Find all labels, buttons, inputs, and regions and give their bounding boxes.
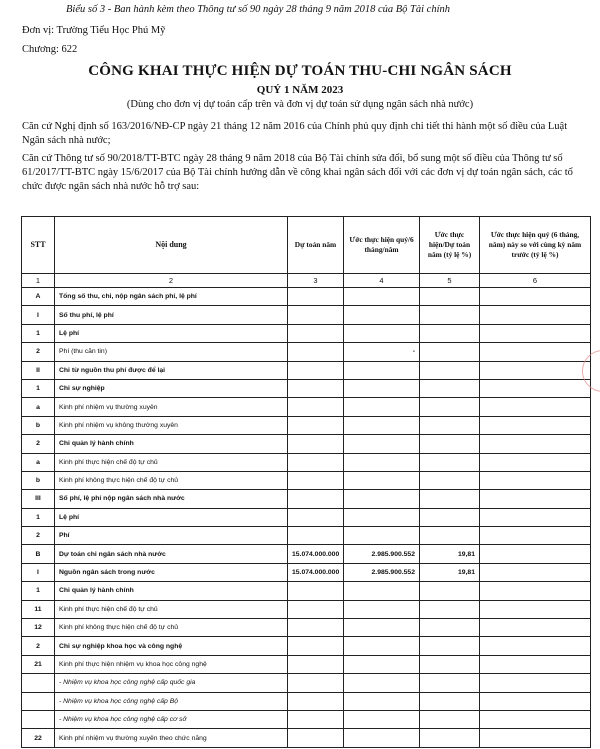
cell-stt: I <box>22 306 55 324</box>
cell-annual-estimate <box>288 361 344 379</box>
cell-year-over-year-ratio <box>480 343 591 361</box>
column-number: 3 <box>288 274 344 288</box>
cell-year-over-year-ratio <box>480 582 591 600</box>
table-row <box>22 379 591 397</box>
cell-content: Chi từ nguồn thu phí được để lại <box>55 361 288 379</box>
cell-content: Kinh phí thực hiện nhiệm vụ khoa học công nghệ <box>55 655 288 673</box>
cell-estimated-execution <box>344 692 420 710</box>
cell-year-over-year-ratio <box>480 692 591 710</box>
cell-estimated-execution <box>344 582 420 600</box>
cell-annual-estimate: 15.074.000.000 <box>288 563 344 581</box>
cell-year-over-year-ratio <box>480 619 591 637</box>
cell-stt: 12 <box>22 619 55 637</box>
cell-execution-ratio <box>420 637 480 655</box>
cell-stt: 1 <box>22 324 55 342</box>
table-row <box>22 729 591 747</box>
cell-estimated-execution <box>344 361 420 379</box>
table-row <box>22 416 591 434</box>
cell-annual-estimate: 15.074.000.000 <box>288 545 344 563</box>
cell-year-over-year-ratio <box>480 379 591 397</box>
cell-content: Nguồn ngân sách trong nước <box>55 563 288 581</box>
cell-estimated-execution <box>344 416 420 434</box>
cell-content: Kinh phí thực hiện chế độ tự chủ <box>55 600 288 618</box>
cell-annual-estimate <box>288 600 344 618</box>
cell-content: Kinh phí nhiệm vụ thường xuyên theo chức năng <box>55 729 288 747</box>
cell-annual-estimate <box>288 471 344 489</box>
cell-estimated-execution <box>344 619 420 637</box>
header-year-over-year-ratio: Ước thực hiện quý (6 tháng, năm) này so với cùng kỳ năm trước (tỷ lệ %) <box>480 217 591 274</box>
cell-stt <box>22 710 55 728</box>
cell-stt: 2 <box>22 527 55 545</box>
document-subtitle: QUÝ 1 NĂM 2023 <box>256 84 344 96</box>
cell-annual-estimate <box>288 324 344 342</box>
table-row <box>22 288 591 306</box>
cell-content: Phí (thu căn tin) <box>55 343 288 361</box>
cell-year-over-year-ratio <box>480 490 591 508</box>
cell-execution-ratio <box>420 674 480 692</box>
cell-year-over-year-ratio <box>480 729 591 747</box>
cell-estimated-execution <box>344 508 420 526</box>
column-number: 2 <box>55 274 288 288</box>
legal-basis-1: Căn cứ Nghị định số 163/2016/NĐ-CP ngày 21 tháng 12 năm 2016 của Chính phủ quy định chi tiết thi hành một số điều của Luật Ngân sách nhà nước; <box>22 121 568 146</box>
cell-execution-ratio <box>420 490 480 508</box>
cell-content: - Nhiệm vụ khoa học công nghệ cấp Bộ <box>55 692 288 710</box>
cell-execution-ratio <box>420 655 480 673</box>
form-note: Biểu số 3 - Ban hành kèm theo Thông tư số 90 ngày 28 tháng 9 năm 2018 của Bộ Tài chính <box>66 4 450 15</box>
table-row <box>22 692 591 710</box>
table-row <box>22 324 591 342</box>
cell-stt: 1 <box>22 508 55 526</box>
cell-execution-ratio <box>420 398 480 416</box>
cell-content: Lệ phí <box>55 324 288 342</box>
cell-execution-ratio <box>420 619 480 637</box>
cell-content: - Nhiệm vụ khoa học công nghệ cấp quốc gia <box>55 674 288 692</box>
cell-estimated-execution <box>344 453 420 471</box>
cell-year-over-year-ratio <box>480 545 591 563</box>
table-row <box>22 710 591 728</box>
cell-annual-estimate <box>288 306 344 324</box>
cell-year-over-year-ratio <box>480 416 591 434</box>
cell-estimated-execution <box>344 471 420 489</box>
cell-execution-ratio <box>420 435 480 453</box>
cell-execution-ratio <box>420 692 480 710</box>
cell-stt <box>22 674 55 692</box>
cell-annual-estimate <box>288 637 344 655</box>
cell-content: Số phí, lệ phí nộp ngân sách nhà nước <box>55 490 288 508</box>
cell-estimated-execution <box>344 710 420 728</box>
cell-stt: 1 <box>22 582 55 600</box>
header-annual-estimate: Dự toán năm <box>288 217 344 274</box>
cell-content: Chi quản lý hành chính <box>55 435 288 453</box>
table-row <box>22 674 591 692</box>
header-execution-ratio: Ước thực hiện/Dự toán năm (tỷ lệ %) <box>420 217 480 274</box>
cell-execution-ratio <box>420 288 480 306</box>
column-number: 1 <box>22 274 55 288</box>
cell-execution-ratio <box>420 582 480 600</box>
cell-stt: I <box>22 563 55 581</box>
cell-execution-ratio <box>420 416 480 434</box>
cell-stt: b <box>22 416 55 434</box>
table-row <box>22 490 591 508</box>
cell-execution-ratio <box>420 471 480 489</box>
cell-estimated-execution <box>344 490 420 508</box>
cell-estimated-execution <box>344 674 420 692</box>
cell-year-over-year-ratio <box>480 637 591 655</box>
header-content: Nội dung <box>55 217 288 274</box>
cell-annual-estimate <box>288 527 344 545</box>
cell-year-over-year-ratio <box>480 471 591 489</box>
cell-stt: 22 <box>22 729 55 747</box>
table-row <box>22 619 591 637</box>
budget-table <box>21 216 591 748</box>
cell-execution-ratio <box>420 324 480 342</box>
table-row <box>22 563 591 581</box>
cell-stt: 21 <box>22 655 55 673</box>
table-row <box>22 453 591 471</box>
table-row <box>22 655 591 673</box>
cell-execution-ratio <box>420 710 480 728</box>
cell-annual-estimate <box>288 288 344 306</box>
cell-stt: B <box>22 545 55 563</box>
table-row <box>22 343 591 361</box>
cell-annual-estimate <box>288 379 344 397</box>
cell-annual-estimate <box>288 619 344 637</box>
table-header-row <box>22 217 591 274</box>
document-title: CÔNG KHAI THỰC HIỆN DỰ TOÁN THU-CHI NGÂN SÁCH <box>88 63 512 79</box>
cell-content: Chi sự nghiệp <box>55 379 288 397</box>
cell-stt: b <box>22 471 55 489</box>
column-number: 5 <box>420 274 480 288</box>
cell-execution-ratio: 19,81 <box>420 545 480 563</box>
cell-annual-estimate <box>288 453 344 471</box>
cell-stt: a <box>22 453 55 471</box>
header-estimated-execution: Ước thực hiện quý/6 tháng/năm <box>344 217 420 274</box>
cell-content: Số thu phí, lệ phí <box>55 306 288 324</box>
table-row <box>22 600 591 618</box>
cell-annual-estimate <box>288 435 344 453</box>
cell-estimated-execution: 2.985.900.552 <box>344 545 420 563</box>
cell-estimated-execution <box>344 637 420 655</box>
cell-year-over-year-ratio <box>480 398 591 416</box>
cell-stt: 2 <box>22 637 55 655</box>
cell-stt: a <box>22 398 55 416</box>
cell-year-over-year-ratio <box>480 306 591 324</box>
cell-estimated-execution <box>344 527 420 545</box>
table-row <box>22 527 591 545</box>
cell-estimated-execution <box>344 288 420 306</box>
usage-note: (Dùng cho đơn vị dự toán cấp trên và đơn vị dự toán sử dụng ngân sách nhà nước) <box>126 99 474 110</box>
cell-annual-estimate <box>288 692 344 710</box>
cell-estimated-execution <box>344 324 420 342</box>
cell-estimated-execution <box>344 600 420 618</box>
cell-estimated-execution <box>344 306 420 324</box>
cell-content: Tổng số thu, chi, nộp ngân sách phí, lệ phí <box>55 288 288 306</box>
table-row <box>22 545 591 563</box>
cell-annual-estimate <box>288 416 344 434</box>
cell-stt: A <box>22 288 55 306</box>
cell-annual-estimate <box>288 729 344 747</box>
legal-basis-2: Căn cứ Thông tư số 90/2018/TT-BTC ngày 28 tháng 9 năm 2018 của Bộ Tài chính sửa đổi, bổ sung một số điều của Thông tư số 61/2017/TT-BTC ngày 15/6/2017 của Bộ Tài chính hướng dẫn về công khai ngân sách đối với các đơn vị dự toán ngân sách, các tổ chức được ngân sách nhà nước hỗ trợ sau: <box>22 153 573 192</box>
cell-execution-ratio <box>420 379 480 397</box>
cell-year-over-year-ratio <box>480 710 591 728</box>
budget-table-container <box>21 216 590 748</box>
cell-annual-estimate <box>288 508 344 526</box>
cell-content: Kinh phí không thực hiện chế độ tự chủ <box>55 619 288 637</box>
column-number: 6 <box>480 274 591 288</box>
unit-name: Đơn vị: Trường Tiểu Học Phú Mỹ <box>22 25 166 36</box>
cell-year-over-year-ratio <box>480 508 591 526</box>
cell-content: Phí <box>55 527 288 545</box>
cell-stt: III <box>22 490 55 508</box>
table-row <box>22 637 591 655</box>
cell-estimated-execution <box>344 435 420 453</box>
cell-execution-ratio <box>420 306 480 324</box>
cell-year-over-year-ratio <box>480 674 591 692</box>
cell-stt: II <box>22 361 55 379</box>
cell-stt: 11 <box>22 600 55 618</box>
cell-year-over-year-ratio <box>480 288 591 306</box>
cell-content: Chi quản lý hành chính <box>55 582 288 600</box>
cell-content: Kinh phí không thực hiện chế độ tự chủ <box>55 471 288 489</box>
cell-annual-estimate <box>288 655 344 673</box>
cell-content: Lệ phí <box>55 508 288 526</box>
cell-execution-ratio <box>420 453 480 471</box>
column-number: 4 <box>344 274 420 288</box>
chapter-code: Chương: 622 <box>22 44 78 55</box>
cell-estimated-execution <box>344 379 420 397</box>
cell-stt: 1 <box>22 379 55 397</box>
cell-content: - Nhiệm vụ khoa học công nghệ cấp cơ sở <box>55 710 288 728</box>
cell-year-over-year-ratio <box>480 453 591 471</box>
cell-estimated-execution: - <box>344 343 420 361</box>
cell-annual-estimate <box>288 398 344 416</box>
table-row <box>22 582 591 600</box>
cell-estimated-execution: 2.985.900.552 <box>344 563 420 581</box>
cell-year-over-year-ratio <box>480 361 591 379</box>
cell-estimated-execution <box>344 398 420 416</box>
cell-execution-ratio <box>420 729 480 747</box>
cell-content: Kinh phí nhiệm vụ không thường xuyên <box>55 416 288 434</box>
cell-execution-ratio <box>420 600 480 618</box>
cell-estimated-execution <box>344 655 420 673</box>
table-row <box>22 306 591 324</box>
table-row <box>22 471 591 489</box>
header-stt: STT <box>22 217 55 274</box>
table-row <box>22 508 591 526</box>
table-row <box>22 435 591 453</box>
cell-year-over-year-ratio <box>480 527 591 545</box>
cell-content: Chi sự nghiệp khoa học và công nghệ <box>55 637 288 655</box>
table-row <box>22 361 591 379</box>
cell-content: Dự toán chi ngân sách nhà nước <box>55 545 288 563</box>
cell-stt: 2 <box>22 435 55 453</box>
cell-annual-estimate <box>288 710 344 728</box>
cell-execution-ratio: 19,81 <box>420 563 480 581</box>
cell-stt: 2 <box>22 343 55 361</box>
cell-execution-ratio <box>420 361 480 379</box>
cell-execution-ratio <box>420 343 480 361</box>
cell-year-over-year-ratio <box>480 324 591 342</box>
cell-year-over-year-ratio <box>480 655 591 673</box>
table-row <box>22 398 591 416</box>
cell-estimated-execution <box>344 729 420 747</box>
cell-content: Kinh phí thực hiện chế độ tự chủ <box>55 453 288 471</box>
cell-year-over-year-ratio <box>480 435 591 453</box>
cell-content: Kinh phí nhiệm vụ thường xuyên <box>55 398 288 416</box>
cell-annual-estimate <box>288 490 344 508</box>
cell-annual-estimate <box>288 674 344 692</box>
cell-year-over-year-ratio <box>480 563 591 581</box>
column-number-row <box>22 274 591 288</box>
cell-execution-ratio <box>420 527 480 545</box>
cell-annual-estimate <box>288 582 344 600</box>
cell-stt <box>22 692 55 710</box>
cell-year-over-year-ratio <box>480 600 591 618</box>
cell-execution-ratio <box>420 508 480 526</box>
cell-annual-estimate <box>288 343 344 361</box>
